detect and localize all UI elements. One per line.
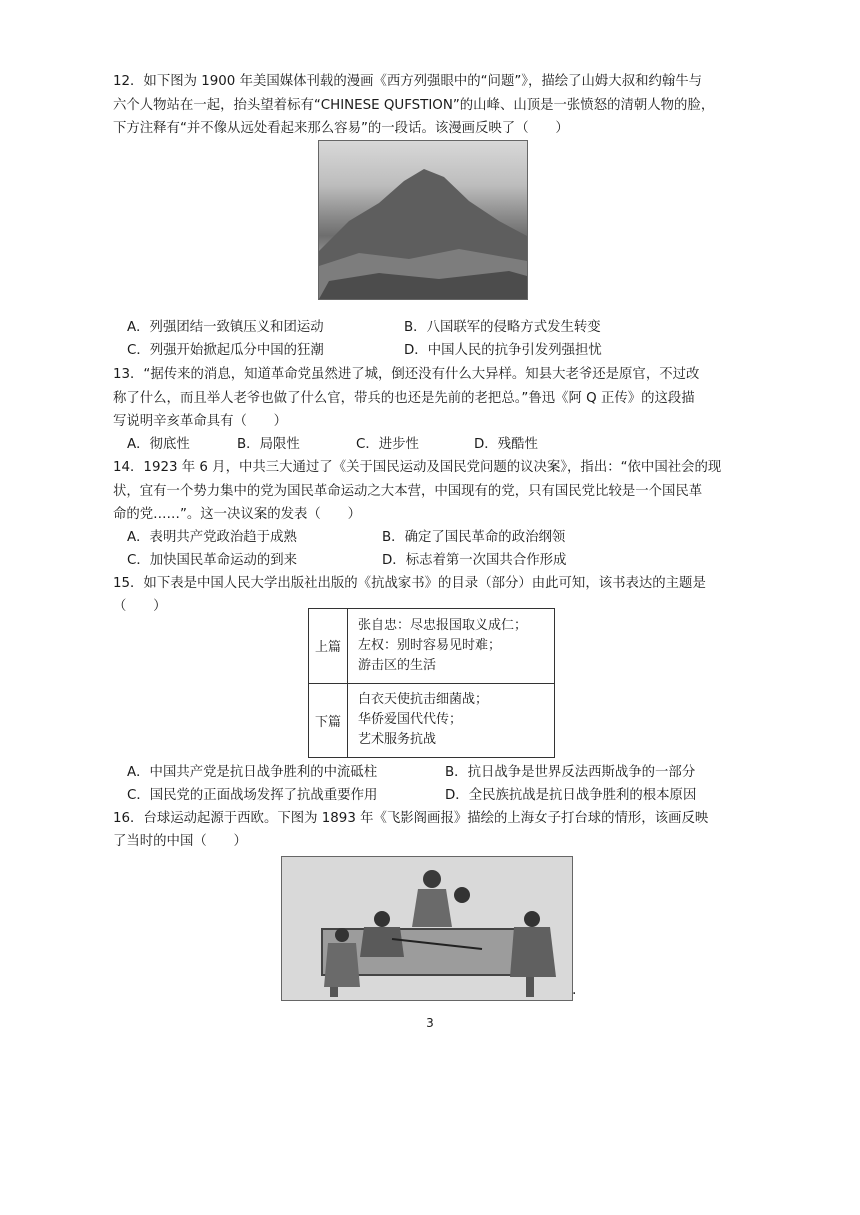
q13-stem-line-1: 13．“据传来的消息，知道革命党虽然进了城，倒还没有什么大异样。知县大老爷还是原官，不过改 — [113, 367, 700, 382]
q14-option-c[interactable]: C．加快国民革命运动的到来 — [127, 553, 298, 568]
q14-option-b[interactable]: B．确定了国民革命的政治纲领 — [382, 530, 566, 545]
lower-section-label: 下篇 — [309, 683, 348, 758]
page-number: 3 — [426, 1016, 434, 1030]
q13-option-b[interactable]: B．局限性 — [237, 437, 300, 452]
q15-stem-line-2: （ ） — [113, 599, 167, 614]
lower-item: 艺术服务抗战 — [358, 732, 437, 748]
billiards-painting-image — [281, 856, 573, 1001]
q15-option-b[interactable]: B．抗日战争是世界反法西斯战争的一部分 — [445, 765, 696, 780]
q13-option-c[interactable]: C．进步性 — [356, 437, 419, 452]
q14-stem-line-3: 命的党……”。这一决议案的发表（ ） — [113, 507, 361, 522]
table-row-lower — [309, 683, 555, 758]
q12-option-a[interactable]: A．列强团结一致镇压义和团运动 — [127, 320, 324, 335]
lower-item: 白衣天使抗击细菌战； — [358, 692, 489, 708]
q12-option-c[interactable]: C．列强开始掀起瓜分中国的狂潮 — [127, 343, 324, 358]
stray-dot-mark: . — [572, 982, 577, 998]
lower-section-items — [348, 683, 555, 758]
q12-stem-line-1: 12．如下图为 1900 年美国媒体刊载的漫画《西方列强眼中的“问题”》，描绘了山姆大叔和约翰牛与 — [113, 74, 703, 89]
q15-option-c[interactable]: C．国民党的正面战场发挥了抗战重要作用 — [127, 788, 378, 803]
upper-section-items — [348, 609, 555, 684]
lower-item: 华侨爱国代代传； — [358, 712, 463, 728]
q12-option-d[interactable]: D．中国人民的抗争引发列强担忧 — [404, 343, 602, 358]
q16-stem-line-2: 了当时的中国（ ） — [113, 834, 247, 849]
q12-option-b[interactable]: B．八国联军的侵略方式发生转变 — [404, 320, 601, 335]
upper-item: 张自忠：尽忠报国取义成仁； — [358, 617, 528, 633]
q16-stem-line-1: 16．台球运动起源于西欧。下图为 1893 年《飞影阁画报》描绘的上海女子打台球的情形，该画反映 — [113, 811, 709, 826]
table-row-upper — [309, 609, 555, 684]
q12-stem-line-2: 六个人物站在一起，抬头望着标有“CHINESE QUFSTION”的山峰、山顶是一张愤怒的清朝人物的脸， — [113, 98, 715, 113]
q14-option-d[interactable]: D．标志着第一次国共合作形成 — [382, 553, 567, 568]
q14-stem-line-1: 14．1923 年 6 月，中共三大通过了《关于国民运动及国民党问题的议决案》，指出：“依中国社会的现 — [113, 460, 722, 475]
billiards-illustration — [282, 857, 572, 1000]
cartoon-mountain-image — [318, 140, 528, 300]
q14-stem-line-2: 状，宜有一个势力集中的党为国民革命运动之大本营，中国现有的党，只有国民党比较是一个国民革 — [113, 484, 703, 499]
upper-section-label: 上篇 — [309, 609, 348, 684]
upper-item: 游击区的生活 — [358, 657, 437, 673]
mountain-illustration — [319, 141, 527, 299]
q14-option-a[interactable]: A．表明共产党政治趋于成熟 — [127, 530, 297, 545]
upper-item: 左权：别时容易见时难； — [358, 637, 502, 653]
q13-stem-line-3: 写说明辛亥革命具有（ ） — [113, 414, 288, 429]
q13-option-a[interactable]: A．彻底性 — [127, 437, 190, 452]
q15-stem-line-1: 15．如下表是中国人民大学出版社出版的《抗战家书》的目录（部分）由此可知，该书表达的主题是 — [113, 576, 706, 591]
q15-option-d[interactable]: D．全民族抗战是抗日战争胜利的根本原因 — [445, 788, 697, 803]
q12-stem-line-3: 下方注释有“并不像从远处看起来那么容易”的一段话。该漫画反映了（ ） — [113, 121, 569, 136]
q15-option-a[interactable]: A．中国共产党是抗日战争胜利的中流砥柱 — [127, 765, 378, 780]
q13-stem-line-2: 称了什么，而且举人老爷也做了什么官，带兵的也还是先前的老把总。”鲁迅《阿 Q 正传》的这段描 — [113, 391, 695, 406]
book-contents-table — [308, 608, 555, 758]
q13-option-d[interactable]: D．残酷性 — [474, 437, 538, 452]
